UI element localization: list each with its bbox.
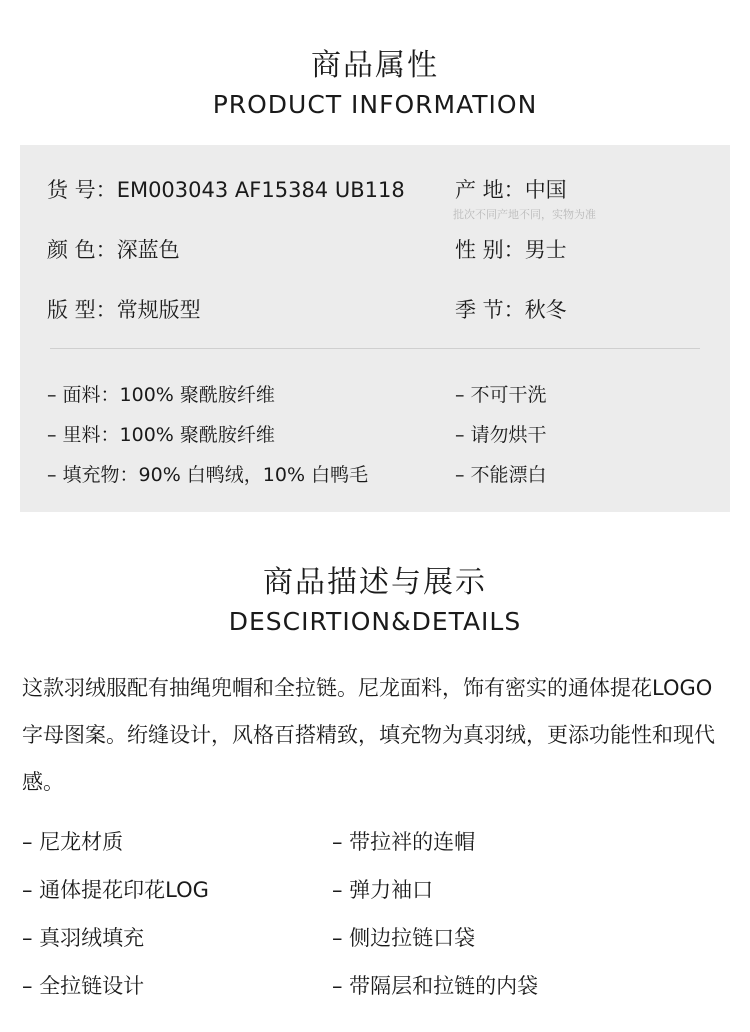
material-item: – 面料：100% 聚酰胺纤维 bbox=[47, 384, 275, 406]
attr-fit bbox=[47, 294, 201, 324]
divider bbox=[50, 348, 700, 349]
care-item: – 不可干洗 bbox=[455, 384, 547, 406]
attr-value: 秋冬 bbox=[524, 298, 567, 322]
section-title-en: DESCIRTION&DETAILS bbox=[228, 607, 522, 636]
material-item: – 填充物：90% 白鸭绒，10% 白鸭毛 bbox=[47, 464, 369, 486]
attr-label: 性 别： bbox=[455, 238, 525, 262]
attr-item-no bbox=[47, 174, 405, 204]
attr-origin bbox=[455, 174, 567, 204]
feature-item: – 带拉袢的连帽 bbox=[332, 830, 476, 854]
attr-label: 颜 色： bbox=[47, 238, 117, 262]
attr-value: 中国 bbox=[524, 178, 567, 202]
attr-label: 季 节： bbox=[455, 298, 525, 322]
care-item: – 不能漂白 bbox=[455, 464, 547, 486]
feature-item: – 全拉链设计 bbox=[22, 974, 145, 998]
attr-color bbox=[47, 234, 180, 264]
origin-note: 批次不同产地不同，实物为准 bbox=[453, 208, 596, 221]
attr-value: 深蓝色 bbox=[116, 238, 180, 262]
feature-item: – 真羽绒填充 bbox=[22, 926, 145, 950]
attr-value: EM003043 AF15384 UB118 bbox=[116, 178, 405, 202]
product-description: 这款羽绒服配有抽绳兜帽和全拉链。尼龙面料，饰有密实的通体提花LOGO字母图案。绗缝设计，风格百搭精致，填充物为真羽绒，更添功能性和现代感。 bbox=[22, 676, 715, 794]
section-title-cn: 商品描述与展示 bbox=[263, 565, 487, 600]
feature-item: – 弹力袖口 bbox=[332, 878, 434, 902]
feature-item: – 带隔层和拉链的内袋 bbox=[332, 974, 539, 998]
attr-season bbox=[455, 294, 567, 324]
feature-item: – 侧边拉链口袋 bbox=[332, 926, 476, 950]
attr-value: 男士 bbox=[524, 238, 567, 262]
attr-value: 常规版型 bbox=[116, 298, 201, 322]
section-title-en: PRODUCT INFORMATION bbox=[212, 90, 538, 119]
attr-gender bbox=[455, 234, 567, 264]
feature-item: – 尼龙材质 bbox=[22, 830, 124, 854]
material-item: – 里料：100% 聚酰胺纤维 bbox=[47, 424, 275, 446]
feature-item: – 通体提花印花LOG bbox=[22, 878, 209, 902]
section-title-cn: 商品属性 bbox=[311, 48, 439, 83]
attr-label: 货 号： bbox=[47, 178, 117, 202]
care-item: – 请勿烘干 bbox=[455, 424, 547, 446]
attr-label: 版 型： bbox=[47, 298, 117, 322]
attr-label: 产 地： bbox=[455, 178, 525, 202]
